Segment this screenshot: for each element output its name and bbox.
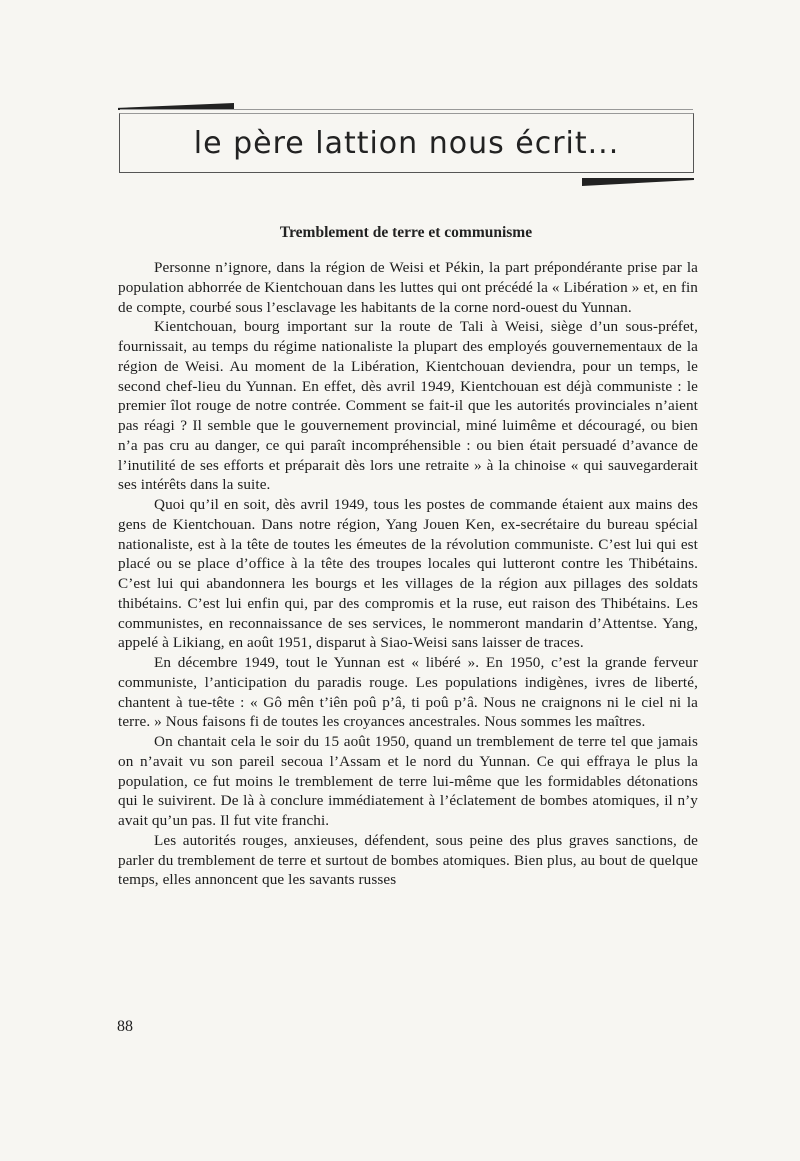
- paragraph: Quoi qu’il en soit, dès avril 1949, tous les postes de commande étaient aux mains des gens de Kientchouan. Dans notre région, Yang Jouen Ken, ex-secrétaire du bureau spécial nationaliste, est à la tête de toutes les émeutes de la révolution communiste. C’est lui qui est placé ou se place d’office à la tête des troupes locales qui lutteront contre les Thibétains. C’est lui qui abandonnera les bourgs et les villages de la région aux pillages des soldats thibétains. C’est lui enfin qui, par des compromis et la ruse, eut raison des Thibétains. Les communistes, en reconnaissance de ses services, le nommeront mandarin d’Attentse. Yang, appelé à Likiang, en août 1951, disparut à Siao-Weisi sans laisser de traces.: [118, 496, 698, 652]
- paragraph: En décembre 1949, tout le Yunnan est « libéré ». En 1950, c’est la grande ferveur communiste, l’anticipation du paradis rouge. Les populations indigènes, ivres de liberté, chantent à tue-tête : « Gô mên t’iên poû p’â, ti poû p’â. Nous ne craignons ni le ciel ni la terre. » Nous faisons fi de toutes les croyances ancestrales. Nous sommes les maîtres.: [118, 654, 698, 731]
- paragraph: Les autorités rouges, anxieuses, défendent, sous peine des plus graves sanctions, de parler du tremblement de terre et surtout de bombes atomiques. Bien plus, au bout de quelque temps, elles annoncent que les savants russes: [118, 831, 698, 889]
- title-frame: [119, 113, 694, 173]
- paragraph: Kientchouan, bourg important sur la route de Tali à Weisi, siège d’un sous-préfet, fournissait, au temps du régime nationaliste la plupart des employés gouvernementaux de la région de Weisi. Au moment de la Libération, Kientchouan deviendra, pour un temps, le second chef-lieu du Yunnan. En effet, dès avril 1949, Kientchouan est déjà communiste : le premier îlot rouge de notre contrée. Comment se fait-il que les autorités provinciales n’aient pas réagi ? Il semble que le gouvernement provincial, miné luimême et découragé, ou bien n’a pas cru au danger, ce qui paraît incompréhensible : ou bien était persuadé d’avance de l’inutilité de ses efforts et préparait dès lors une retraite » à la chinoise « qui sauvegarderait ses intérêts dans la suite.: [118, 318, 698, 494]
- section-heading: Tremblement de terre et communisme: [279, 224, 533, 241]
- page-number: 88: [117, 1018, 133, 1035]
- header-decorative-bar-bottom: [582, 178, 694, 186]
- title-frame-rule: [120, 109, 693, 110]
- page-title: le père lattion nous écrit...: [193, 126, 620, 161]
- paragraph: On chantait cela le soir du 15 août 1950, quand un tremblement de terre tel que jamais on n’avait vu son pareil secoua l’Assam et le nord du Yunnan. Ce qui effraya le plus la population, ce fut moins le tremblement de terre lui-même que les formidables détonations qui le suivirent. De là à conclure immédiatement à l’éclatement de bombes atomiques, il n’y avait qu’un pas. Il fut vite franchi.: [118, 733, 698, 829]
- paragraph: Personne n’ignore, dans la région de Weisi et Pékin, la part prépondérante prise par la population abhorrée de Kientchouan dans les luttes qui ont précédé la « Libération » et, en fin de compte, courbé sous l’esclavage les habitants de la corne nord-ouest du Yunnan.: [118, 259, 698, 316]
- article-body: [118, 258, 698, 890]
